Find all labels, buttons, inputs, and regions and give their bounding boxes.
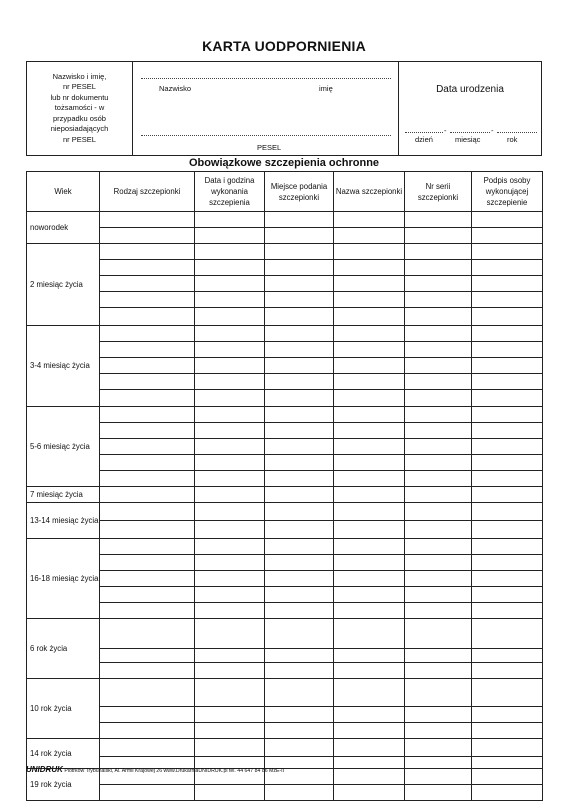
entry-cell[interactable] [100,423,195,439]
entry-cell[interactable] [265,423,334,439]
entry-cell[interactable] [405,619,472,649]
entry-cell[interactable] [100,212,195,228]
entry-cell[interactable] [195,471,265,487]
entry-cell[interactable] [195,308,265,326]
age-group-cell: 6 rok życia [27,619,100,679]
vaccination-table [26,171,543,801]
entry-cell[interactable] [100,539,195,555]
table-row [27,649,543,663]
entry-cell[interactable] [405,769,472,785]
entry-cell[interactable] [100,260,195,276]
entry-cell[interactable] [195,663,265,679]
entry-cell[interactable] [472,679,543,707]
entry-cell[interactable] [195,603,265,619]
entry-cell[interactable] [405,707,472,723]
entry-cell[interactable] [334,358,405,374]
table-row [27,707,543,723]
entry-cell[interactable] [472,326,543,342]
entry-cell[interactable] [265,571,334,587]
entry-cell[interactable] [472,455,543,471]
entry-cell[interactable] [334,503,405,521]
table-row [27,212,543,228]
table-row [27,326,543,342]
entry-cell[interactable] [334,244,405,260]
entry-cell[interactable] [334,487,405,503]
entry-cell[interactable] [100,390,195,407]
entry-cell[interactable] [472,769,543,785]
table-row [27,539,543,555]
entry-cell[interactable] [405,455,472,471]
entry-cell[interactable] [100,326,195,342]
dob-title: Data urodzenia [436,84,504,95]
entry-cell[interactable] [100,358,195,374]
footer-text: Piotrków Trybunalski, Al. Armii Krajowej 26 www.DrukarniaUNIDRUK.pl tel. 44 647 84 86 MzE-II [64,768,285,774]
column-header: Nr serii szczepionki [405,172,472,212]
entry-cell[interactable] [195,212,265,228]
entry-cell[interactable] [405,663,472,679]
entry-cell[interactable] [100,407,195,423]
entry-cell[interactable] [334,423,405,439]
entry-cell[interactable] [334,739,405,757]
vaccinations-subtitle: Obowiązkowe szczepienia ochronne [188,157,380,169]
entry-cell[interactable] [405,244,472,260]
table-row [27,439,543,455]
entry-cell[interactable] [472,739,543,757]
entry-cell[interactable] [265,390,334,407]
entry-cell[interactable] [265,292,334,308]
age-group-cell: 13-14 miesiąc życia [27,503,100,539]
entry-cell[interactable] [472,503,543,521]
name-dotted-line[interactable] [141,78,391,79]
dob-year-line[interactable] [497,132,537,133]
entry-cell[interactable] [100,739,195,757]
column-header: Rodzaj szczepionki [100,172,195,212]
entry-cell[interactable] [472,663,543,679]
dob-day-line[interactable] [405,132,443,133]
entry-cell[interactable] [100,439,195,455]
entry-cell[interactable] [405,276,472,292]
entry-cell[interactable] [472,358,543,374]
entry-cell[interactable] [265,228,334,244]
entry-cell[interactable] [265,326,334,342]
entry-cell[interactable] [265,244,334,260]
entry-cell[interactable] [265,723,334,739]
entry-cell[interactable] [100,244,195,260]
entry-cell[interactable] [195,649,265,663]
table-row [27,276,543,292]
entry-cell[interactable] [334,649,405,663]
entry-cell[interactable] [195,326,265,342]
column-header: Data i godzina wykonania szczepienia [195,172,265,212]
day-label: dzień [415,135,433,144]
entry-cell[interactable] [472,587,543,603]
dob-separator: - [491,126,494,135]
identity-label [51,72,109,146]
entry-cell[interactable] [472,212,543,228]
entry-cell[interactable] [472,439,543,455]
identity-label-line: nieposiadających [50,124,109,134]
entry-cell[interactable] [195,228,265,244]
entry-cell[interactable] [265,260,334,276]
entry-cell[interactable] [472,707,543,723]
entry-cell[interactable] [195,723,265,739]
entry-cell[interactable] [472,723,543,739]
entry-cell[interactable] [472,785,543,801]
identity-label-line: nr PESEL [63,134,96,144]
entry-cell[interactable] [472,521,543,539]
entry-cell[interactable] [100,587,195,603]
entry-cell[interactable] [405,423,472,439]
entry-cell[interactable] [334,663,405,679]
entry-cell[interactable] [195,619,265,649]
table-row [27,723,543,739]
entry-cell[interactable] [195,587,265,603]
identity-label-line: tożsamości - w [54,103,105,113]
entry-cell[interactable] [334,603,405,619]
age-group-cell: 7 miesiąc życia [27,487,100,503]
entry-cell[interactable] [265,785,334,801]
age-group-cell: 16-18 miesiąc życia [27,539,100,619]
entry-cell[interactable] [265,619,334,649]
entry-cell[interactable] [100,292,195,308]
entry-cell[interactable] [334,407,405,423]
entry-cell[interactable] [334,455,405,471]
entry-cell[interactable] [334,723,405,739]
entry-cell[interactable] [334,619,405,649]
entry-cell[interactable] [405,342,472,358]
dob-cell [399,62,541,155]
entry-cell[interactable] [334,539,405,555]
entry-cell[interactable] [472,571,543,587]
entry-cell[interactable] [265,374,334,390]
identity-label-line: lub nr dokumentu [50,92,109,102]
entry-cell[interactable] [195,739,265,757]
entry-cell[interactable] [472,423,543,439]
table-row [27,374,543,390]
table-row [27,244,543,260]
table-row [27,292,543,308]
entry-cell[interactable] [472,407,543,423]
entry-cell[interactable] [100,679,195,707]
entry-cell[interactable] [405,212,472,228]
age-group-cell: 2 miesiąc życia [27,244,100,326]
entry-cell[interactable] [334,326,405,342]
entry-cell[interactable] [195,276,265,292]
entry-cell[interactable] [405,471,472,487]
entry-cell[interactable] [265,503,334,521]
entry-cell[interactable] [195,244,265,260]
table-row [27,407,543,423]
entry-cell[interactable] [100,471,195,487]
age-group-cell: 19 rok życia [27,769,100,801]
entry-cell[interactable] [472,603,543,619]
month-label: miesiąc [455,135,481,144]
document-title: KARTA UODPORNIENIA [202,38,366,54]
entry-cell[interactable] [265,212,334,228]
entry-cell[interactable] [472,390,543,407]
entry-cell[interactable] [334,292,405,308]
age-group-cell: 14 rok życia [27,739,100,769]
entry-cell[interactable] [265,603,334,619]
entry-cell[interactable] [472,342,543,358]
entry-cell[interactable] [405,374,472,390]
entry-cell[interactable] [100,603,195,619]
entry-cell[interactable] [334,679,405,707]
entry-cell[interactable] [405,308,472,326]
entry-cell[interactable] [405,260,472,276]
entry-cell[interactable] [334,212,405,228]
table-row [27,663,543,679]
entry-cell[interactable] [195,521,265,539]
entry-cell[interactable] [334,439,405,455]
entry-cell[interactable] [405,555,472,571]
entry-cell[interactable] [100,785,195,801]
entry-cell[interactable] [405,521,472,539]
identity-label-line: nr PESEL [63,82,96,92]
entry-cell[interactable] [100,555,195,571]
entry-cell[interactable] [195,407,265,423]
entry-cell[interactable] [100,521,195,539]
year-label: rok [507,135,518,144]
entry-cell[interactable] [265,455,334,471]
table-row [27,423,543,439]
entry-cell[interactable] [100,308,195,326]
table-row [27,587,543,603]
patient-header-box [26,61,542,156]
age-group-cell: 5-6 miesiąc życia [27,407,100,487]
brand-logo: UNIDRUK [26,765,63,774]
entry-cell[interactable] [265,521,334,539]
entry-cell[interactable] [472,471,543,487]
table-row [27,521,543,539]
entry-cell[interactable] [405,785,472,801]
entry-cell[interactable] [100,663,195,679]
entry-cell[interactable] [472,619,543,649]
entry-cell[interactable] [195,707,265,723]
entry-cell[interactable] [472,539,543,555]
table-row [27,487,543,503]
entry-cell[interactable] [265,707,334,723]
table-row [27,390,543,407]
table-row [27,785,543,801]
footer [26,765,284,774]
entry-cell[interactable] [472,276,543,292]
entry-cell[interactable] [100,487,195,503]
entry-cell[interactable] [405,587,472,603]
entry-cell[interactable] [265,555,334,571]
entry-cell[interactable] [405,723,472,739]
entry-cell[interactable] [265,649,334,663]
entry-cell[interactable] [334,276,405,292]
entry-cell[interactable] [334,707,405,723]
entry-cell[interactable] [100,342,195,358]
entry-cell[interactable] [405,679,472,707]
entry-cell[interactable] [472,649,543,663]
age-group-cell: noworodek [27,212,100,244]
entry-cell[interactable] [405,571,472,587]
entry-cell[interactable] [405,390,472,407]
pesel-dotted-line[interactable] [141,135,391,136]
entry-cell[interactable] [472,260,543,276]
entry-cell[interactable] [334,769,405,785]
pesel-label: PESEL [257,143,282,152]
entry-cell[interactable] [265,358,334,374]
entry-cell[interactable] [405,757,472,769]
entry-cell[interactable] [100,374,195,390]
identity-label-line: przypadku osób [53,113,106,123]
entry-cell[interactable] [334,374,405,390]
entry-cell[interactable] [265,439,334,455]
age-group-cell: 3-4 miesiąc życia [27,326,100,407]
age-group-cell: 10 rok życia [27,679,100,739]
entry-cell[interactable] [100,455,195,471]
entry-cell[interactable] [405,358,472,374]
entry-cell[interactable] [334,555,405,571]
entry-cell[interactable] [195,292,265,308]
column-header: Miejsce podania szczepionki [265,172,334,212]
entry-cell[interactable] [100,503,195,521]
entry-cell[interactable] [100,228,195,244]
table-body [27,212,543,801]
entry-cell[interactable] [472,292,543,308]
entry-cell[interactable] [472,555,543,571]
table-row [27,471,543,487]
entry-cell[interactable] [472,308,543,326]
table-row [27,308,543,326]
entry-cell[interactable] [405,326,472,342]
entry-cell[interactable] [334,521,405,539]
table-row [27,260,543,276]
entry-cell[interactable] [405,292,472,308]
entry-cell[interactable] [100,571,195,587]
dob-month-line[interactable] [450,132,490,133]
entry-cell[interactable] [195,679,265,707]
identity-fields-cell [133,62,399,155]
first-name-label: imię [319,84,333,93]
column-header: Wiek [27,172,100,212]
entry-cell[interactable] [334,757,405,769]
entry-cell[interactable] [405,407,472,423]
entry-cell[interactable] [472,757,543,769]
entry-cell[interactable] [405,439,472,455]
entry-cell[interactable] [405,739,472,757]
entry-cell[interactable] [265,739,334,757]
table-row [27,679,543,707]
entry-cell[interactable] [265,342,334,358]
entry-cell[interactable] [195,342,265,358]
entry-cell[interactable] [334,785,405,801]
entry-cell[interactable] [265,276,334,292]
identity-label-line: Nazwisko i imię, [52,71,107,81]
entry-cell[interactable] [100,619,195,649]
entry-cell[interactable] [195,455,265,471]
table-row [27,503,543,521]
entry-cell[interactable] [195,390,265,407]
entry-cell[interactable] [195,487,265,503]
entry-cell[interactable] [334,587,405,603]
entry-cell[interactable] [405,487,472,503]
table-row [27,571,543,587]
entry-cell[interactable] [195,539,265,555]
entry-cell[interactable] [265,471,334,487]
entry-cell[interactable] [195,571,265,587]
entry-cell[interactable] [472,487,543,503]
entry-cell[interactable] [472,244,543,260]
entry-cell[interactable] [195,358,265,374]
entry-cell[interactable] [405,649,472,663]
entry-cell[interactable] [195,785,265,801]
entry-cell[interactable] [195,423,265,439]
entry-cell[interactable] [405,228,472,244]
column-header: Podpis osoby wykonującej szczepienie [472,172,543,212]
entry-cell[interactable] [265,539,334,555]
entry-cell[interactable] [195,503,265,521]
table-header-row [27,172,543,212]
entry-cell[interactable] [195,555,265,571]
entry-cell[interactable] [334,571,405,587]
surname-label: Nazwisko [159,84,192,93]
entry-cell[interactable] [265,487,334,503]
table-row [27,739,543,757]
table-row [27,455,543,471]
entry-cell[interactable] [195,260,265,276]
entry-cell[interactable] [265,663,334,679]
column-header: Nazwa szczepionki [334,172,405,212]
table-row [27,603,543,619]
table-row [27,619,543,649]
entry-cell[interactable] [265,308,334,326]
entry-cell[interactable] [405,503,472,521]
table-row [27,342,543,358]
dob-separator: - [444,126,447,135]
identity-label-cell [27,62,133,155]
entry-cell[interactable] [334,308,405,326]
entry-cell[interactable] [100,649,195,663]
entry-cell[interactable] [100,723,195,739]
entry-cell[interactable] [334,342,405,358]
entry-cell[interactable] [334,390,405,407]
entry-cell[interactable] [334,260,405,276]
entry-cell[interactable] [195,374,265,390]
entry-cell[interactable] [334,228,405,244]
entry-cell[interactable] [405,539,472,555]
entry-cell[interactable] [472,228,543,244]
entry-cell[interactable] [100,707,195,723]
table-row [27,555,543,571]
entry-cell[interactable] [472,374,543,390]
entry-cell[interactable] [334,471,405,487]
table-row [27,228,543,244]
entry-cell[interactable] [405,603,472,619]
entry-cell[interactable] [265,407,334,423]
entry-cell[interactable] [265,587,334,603]
entry-cell[interactable] [100,276,195,292]
table-row [27,358,543,374]
entry-cell[interactable] [265,679,334,707]
entry-cell[interactable] [195,439,265,455]
